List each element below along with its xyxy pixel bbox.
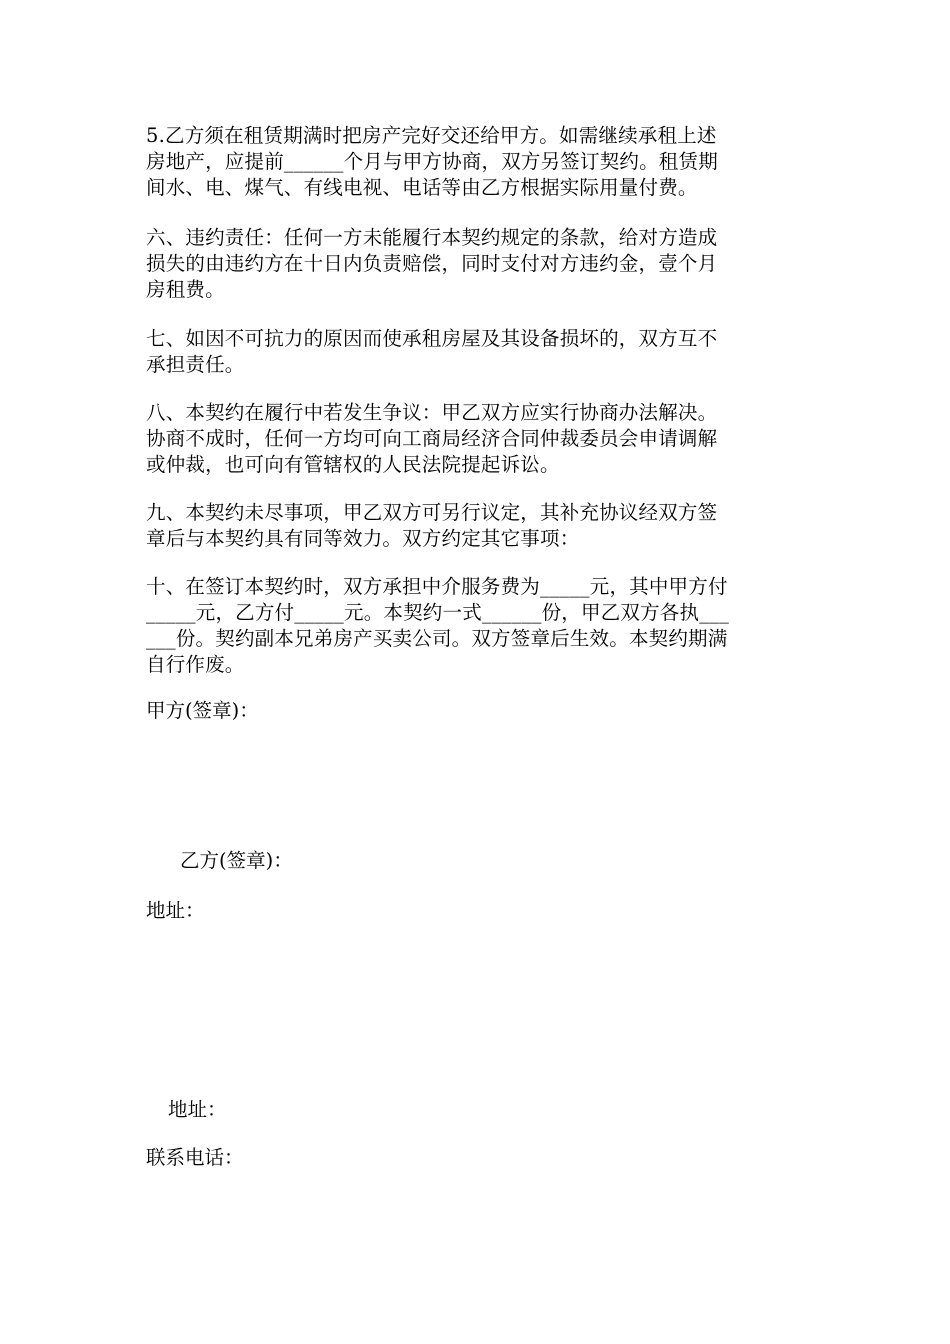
party-b-address-label: 地址： — [168, 1098, 227, 1121]
clause-8-line-3: 或仲裁，也可向有管辖权的人民法院提起诉讼。 — [146, 453, 560, 476]
clause-10-line-4: 自行作废。 — [146, 653, 245, 676]
clause-6-line-3: 房租费。 — [146, 278, 225, 301]
clause-5-line-2: 房地产，应提前______个月与甲方协商，双方另签订契约。租赁期 — [146, 150, 718, 173]
clause-9 — [146, 500, 806, 552]
party-a-signature-label: 甲方(签章)： — [146, 699, 259, 722]
clause-10-line-1: 十、在签订本契约时，双方承担中介服务费为_____元，其中甲方付 — [146, 575, 728, 598]
clause-5-line-1: 5.乙方须在租赁期满时把房产完好交还给甲方。如需继续承租上述 — [146, 124, 717, 147]
clause-8-line-1: 八、本契约在履行中若发生争议：甲乙双方应实行协商办法解决。 — [146, 401, 718, 424]
clause-5 — [146, 123, 806, 201]
clause-6 — [146, 225, 806, 303]
clause-8-line-2: 协商不成时，任何一方均可向工商局经济合同仲裁委员会申请调解 — [146, 427, 718, 450]
contact-phone-label: 联系电话： — [146, 1146, 244, 1169]
clause-9-line-2: 章后与本契约具有同等效力。双方约定其它事项： — [146, 527, 580, 550]
clause-10-line-3: ___份。契约副本兄弟房产买卖公司。双方签章后生效。本契约期满 — [146, 627, 728, 650]
clause-10 — [146, 574, 806, 678]
clause-6-line-2: 损失的由违约方在十日内负责赔偿，同时支付对方违约金，壹个月 — [146, 252, 718, 275]
party-b-signature-label: 乙方(签章)： — [180, 849, 293, 872]
clause-7-line-1: 七、如因不可抗力的原因而使承租房屋及其设备损坏的，双方互不 — [146, 327, 718, 350]
clause-8 — [146, 400, 806, 478]
clause-7 — [146, 326, 806, 378]
clause-10-line-2: _____元，乙方付_____元。本契约一式______份，甲乙双方各执___ — [146, 601, 730, 624]
clause-9-line-1: 九、本契约未尽事项，甲乙双方可另行议定，其补充协议经双方签 — [146, 501, 718, 524]
clause-7-line-2: 承担责任。 — [146, 353, 245, 376]
party-a-address-label: 地址： — [146, 899, 205, 922]
clause-5-line-3: 间水、电、煤气、有线电视、电话等由乙方根据实际用量付费。 — [146, 176, 698, 199]
clause-6-line-1: 六、违约责任：任何一方未能履行本契约规定的条款，给对方造成 — [146, 226, 718, 249]
